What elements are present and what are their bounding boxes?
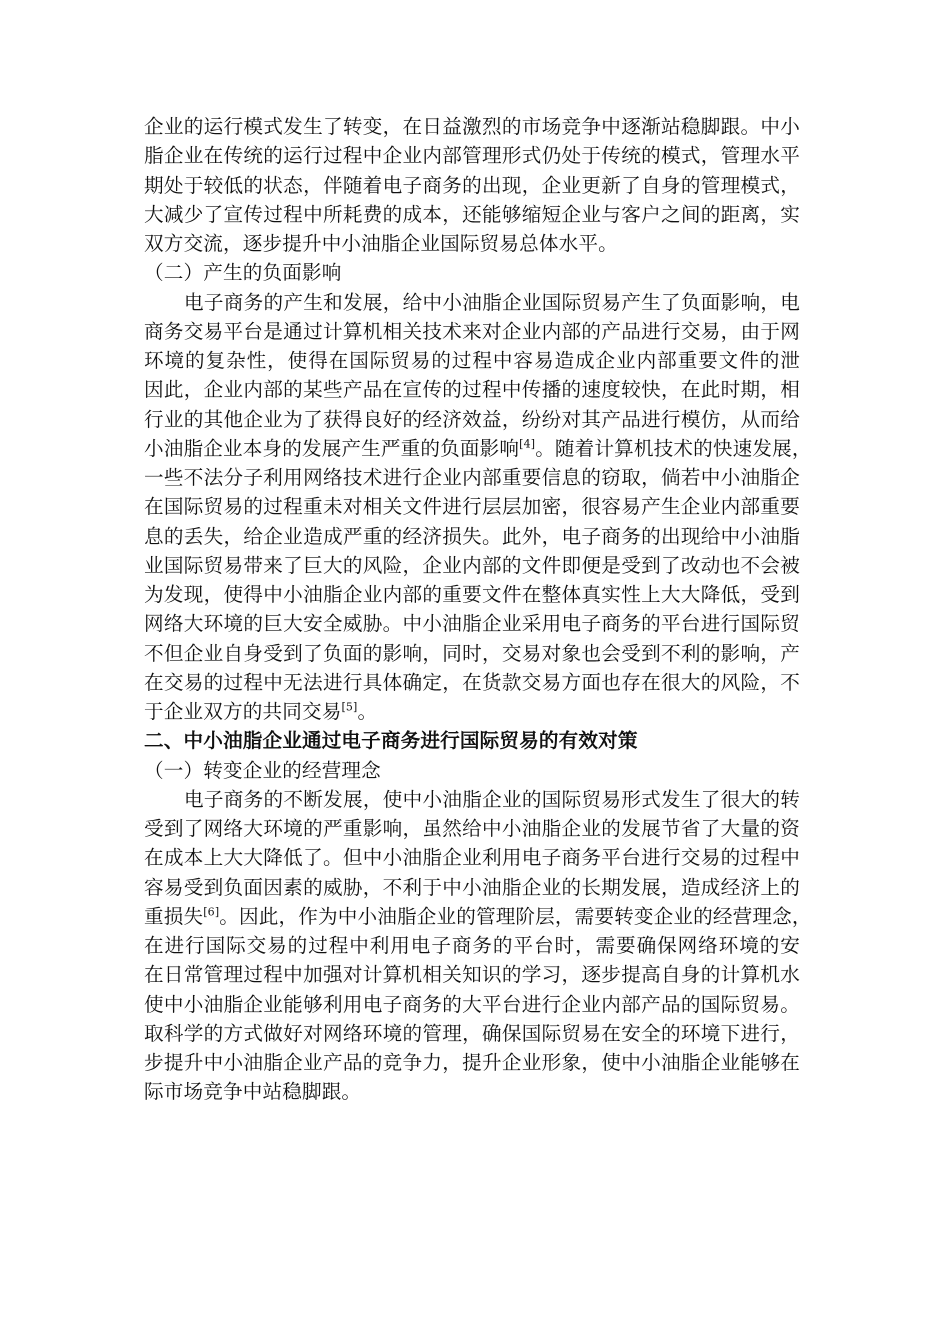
text-line: 取科学的方式做好对网络环境的管理，确保国际贸易在安全的环境下进行， bbox=[144, 1021, 800, 1045]
text-line-with-citation bbox=[144, 902, 812, 931]
text-segment: 重损失 bbox=[144, 904, 204, 928]
text-line: 脂企业在传统的运行过程中企业内部管理形式仍处于传统的模式，管理水平 bbox=[144, 144, 800, 168]
text-line: 在成本上大大降低了。但中小油脂企业利用电子商务平台进行交易的过程中 bbox=[144, 846, 800, 870]
text-line: 网络大环境的巨大安全威胁。中小油脂企业采用电子商务的平台进行国际贸 bbox=[144, 612, 800, 636]
text-line: 使中小油脂企业能够利用电子商务的大平台进行企业内部产品的国际贸易。 bbox=[144, 992, 800, 1016]
text-line: 电子商务的不断发展，使中小油脂企业的国际贸易形式发生了很大的转 bbox=[184, 787, 800, 811]
text-segment: 小油脂企业本身的发展产生严重的负面影响 bbox=[144, 436, 520, 460]
citation-ref: [5] bbox=[341, 700, 358, 714]
text-line: 行业的其他企业为了获得良好的经济效益，纷纷对其产品进行模仿，从而给 bbox=[144, 407, 800, 431]
paragraph-3 bbox=[144, 785, 812, 1107]
text-line: 因此，企业内部的某些产品在宣传的过程中传播的速度较快，在此时期，相 bbox=[144, 378, 800, 402]
text-line: 大减少了宣传过程中所耗费的成本，还能够缩短企业与客户之间的距离，实 bbox=[144, 202, 800, 226]
text-segment: 。因此，作为中小油脂企业的管理阶层，需要转变企业的经营理念， bbox=[219, 904, 812, 928]
citation-ref: [6] bbox=[203, 905, 220, 919]
text-line: 环境的复杂性，使得在国际贸易的过程中容易造成企业内部重要文件的泄 bbox=[144, 349, 800, 372]
text-line: 受到了网络大环境的严重影响，虽然给中小油脂企业的发展节省了大量的资 bbox=[144, 817, 800, 840]
section-heading: 二、中小油脂企业通过电子商务进行国际贸易的有效对策 bbox=[144, 729, 638, 753]
text-segment: 于企业双方的共同交易 bbox=[144, 700, 342, 723]
citation-ref: [4] bbox=[519, 437, 536, 451]
text-line: 双方交流，逐步提升中小油脂企业国际贸易总体水平。 bbox=[144, 232, 618, 255]
text-line: 在日常管理过程中加强对计算机相关知识的学习，逐步提高自身的计算机水 bbox=[144, 963, 800, 987]
text-line: 不但企业自身受到了负面的影响，同时，交易对象也会受到不利的影响，产 bbox=[144, 641, 800, 665]
paragraph-1 bbox=[144, 112, 800, 258]
text-line: 际市场竞争中站稳脚跟。 bbox=[144, 1080, 362, 1104]
section-subheading: （一）转变企业的经营理念 bbox=[144, 758, 381, 782]
text-line: 步提升中小油脂企业产品的竞争力，提升企业形象，使中小油脂企业能够在 bbox=[144, 1051, 800, 1074]
paragraph-2 bbox=[144, 288, 812, 727]
text-line: 为发现，使得中小油脂企业内部的重要文件在整体真实性上大大降低，受到 bbox=[144, 583, 800, 606]
text-line: 在交易的过程中无法进行具体确定，在货款交易方面也存在很大的风险，不 bbox=[144, 670, 800, 694]
text-line: 息的丢失，给企业造成严重的经济损失。此外，电子商务的出现给中小油脂 bbox=[144, 524, 800, 548]
text-line: 业国际贸易带来了巨大的风险，企业内部的文件即便是受到了改动也不会被 bbox=[144, 553, 800, 577]
text-line: 一些不法分子利用网络技术进行企业内部重要信息的窃取，倘若中小油脂企 bbox=[144, 466, 800, 489]
text-line: 容易受到负面因素的威胁，不利于中小油脂企业的长期发展，造成经济上的 bbox=[144, 875, 800, 899]
text-line: 期处于较低的状态，伴随着电子商务的出现，企业更新了自身的管理模式， bbox=[144, 173, 800, 197]
text-line: 在国际贸易的过程重未对相关文件进行层层加密，很容易产生企业内部重要 bbox=[144, 495, 800, 519]
text-segment: 。随着计算机技术的快速发展， bbox=[535, 436, 812, 460]
text-line: 企业的运行模式发生了转变，在日益激烈的市场竞争中逐渐站稳脚跟。中小 bbox=[144, 115, 800, 138]
text-segment: 。 bbox=[357, 700, 378, 723]
text-line: 电子商务的产生和发展，给中小油脂企业国际贸易产生了负面影响，电 bbox=[184, 290, 800, 314]
text-line-with-citation bbox=[144, 434, 812, 463]
text-line: 商务交易平台是通过计算机相关技术来对企业内部的产品进行交易，由于网 bbox=[144, 319, 800, 343]
section-subheading: （二）产生的负面影响 bbox=[144, 261, 342, 285]
document-page bbox=[144, 112, 812, 1107]
text-line-with-citation bbox=[144, 697, 800, 726]
text-line: 在进行国际交易的过程中利用电子商务的平台时，需要确保网络环境的安 bbox=[144, 934, 800, 957]
